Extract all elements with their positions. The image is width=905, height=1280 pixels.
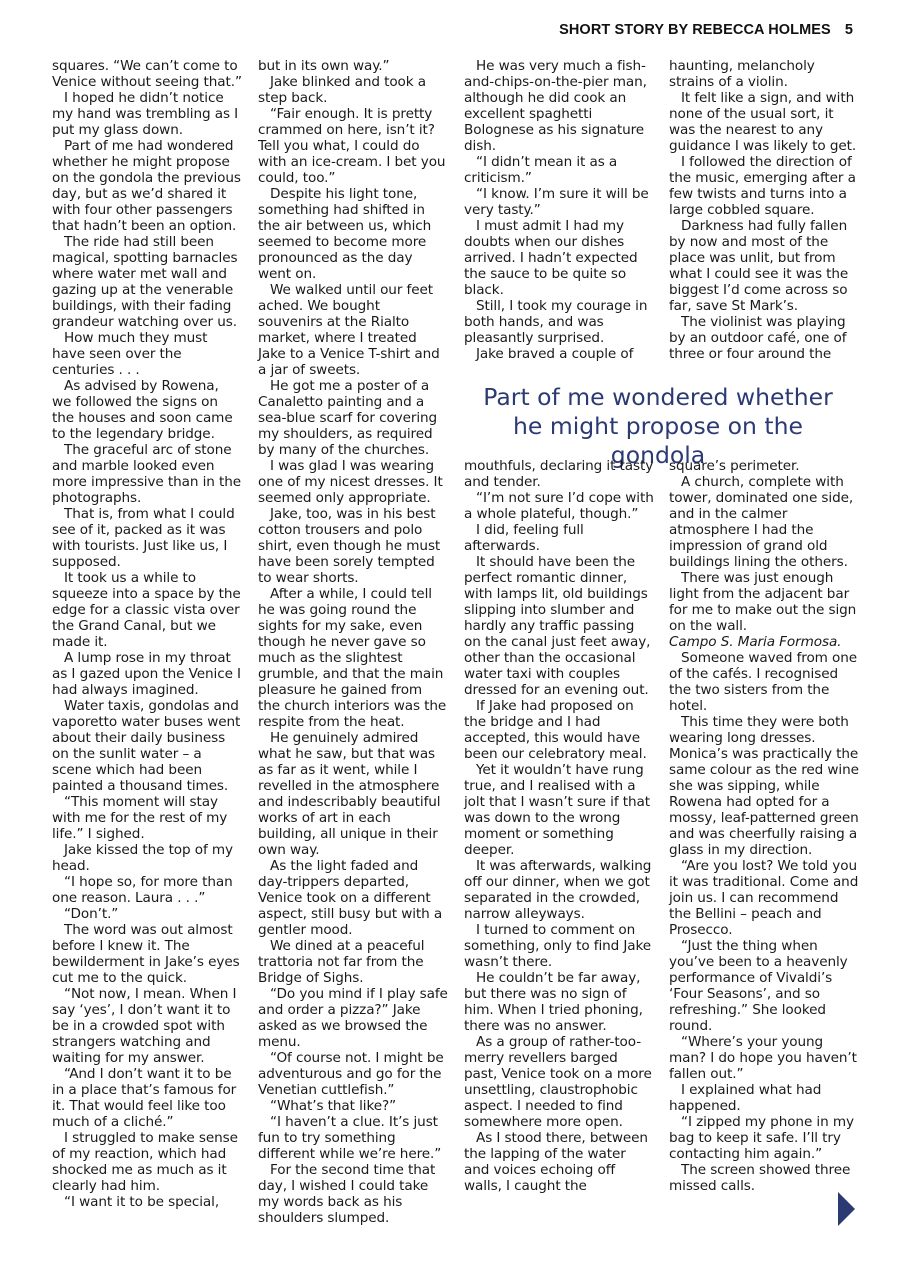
paragraph: Jake kissed the top of my head. [52, 842, 233, 874]
column-1 [52, 58, 242, 1210]
paragraph: He couldn’t be far away, but there was no sign of him. When I tried phoning, there was no answer. [464, 970, 643, 1034]
paragraph: “I’m not sure I’d cope with a whole plateful, though.” [464, 490, 654, 522]
paragraph: I struggled to make sense of my reaction, which had shocked me as much as it clearly had him. [52, 1130, 238, 1194]
paragraph: “Just the thing when you’ve been to a heavenly performance of Vivaldi’s ‘Four Seasons’, and so refreshing.” She looked round. [669, 938, 848, 1034]
paragraph: haunting, melancholy strains of a violin. [669, 58, 815, 90]
column-3-top [464, 58, 654, 362]
page-number: 5 [844, 22, 853, 38]
pull-quote: Part of me wondered whether he might propose on the gondola [483, 383, 833, 469]
paragraph: As I stood there, between the lapping of the water and voices echoing off walls, I caught the [464, 1130, 648, 1194]
paragraph: As advised by Rowena, we followed the signs on the houses and soon came to the legendary bridge. [52, 378, 233, 442]
paragraph: Jake blinked and took a step back. [258, 74, 426, 106]
paragraph: It should have been the perfect romantic dinner, with lamps lit, old buildings slipping into slumber and hardly any traffic passing on the canal just feet away, other than the occasional water taxi with couples dressed for an evening out. [464, 554, 651, 698]
paragraph: The screen showed three missed calls. [669, 1162, 851, 1194]
paragraph: As the light faded and day-trippers departed, Venice took on a different aspect, still busy but with a gentler mood. [258, 858, 443, 938]
paragraph: How much they must have seen over the centuries . . . [52, 330, 208, 378]
paragraph: “Are you lost? We told you it was traditional. Come and join us. I can recommend the Bellini – peach and Prosecco. [669, 858, 859, 938]
paragraph: I followed the direction of the music, emerging after a few twists and turns into a large cobbled square. [669, 154, 856, 218]
paragraph: If Jake had proposed on the bridge and I had accepted, this would have been our celebratory meal. [464, 698, 647, 762]
paragraph: “This moment will stay with me for the rest of my life.” I sighed. [52, 794, 228, 842]
paragraph: I turned to comment on something, only to find Jake wasn’t there. [464, 922, 652, 970]
paragraph: “Not now, I mean. When I say ‘yes’, I don’t want it to be in a crowded spot with strangers watching and waiting for my answer. [52, 986, 237, 1066]
paragraph: “I want it to be special, [64, 1194, 220, 1210]
paragraph: Water taxis, gondolas and vaporetto water buses went about their daily business on the sunlit water – a scene which had been painted a thousand times. [52, 698, 241, 794]
paragraph: Part of me had wondered whether he might propose on the gondola the previous day, but as we’d shared it with four other passengers that hadn’t been an option. [52, 138, 241, 234]
paragraph: He genuinely admired what he saw, but that was as far as it went, while I revelled in the atmosphere and indescribably beautiful works of art in each building, all unique in their own way. [258, 730, 441, 858]
paragraph: “What’s that like?” [270, 1098, 397, 1114]
paragraph: Still, I took my courage in both hands, and was pleasantly surprised. [464, 298, 648, 346]
paragraph: We walked until our feet ached. We bought souvenirs at the Rialto market, where I treated Jake to a Venice T-shirt and a jar of sweets. [258, 282, 440, 378]
paragraph: “I didn’t mean it as a criticism.” [464, 154, 618, 186]
paragraph: “I zipped my phone in my bag to keep it safe. I’ll try contacting him again.” [669, 1114, 854, 1162]
paragraph: “Fair enough. It is pretty crammed on here, isn’t it? Tell you what, I could do with an ice-cream. I bet you could, too.” [258, 106, 446, 186]
paragraph: It was afterwards, walking off our dinner, when we got separated in the crowded, narrow alleyways. [464, 858, 652, 922]
story-byline: SHORT STORY BY REBECCA HOLMES [559, 22, 831, 38]
paragraph: As a group of rather-too-merry revellers barged past, Venice took on a more unsettling, claustrophobic aspect. I needed to find somewhere more open. [464, 1034, 652, 1130]
paragraph: Someone waved from one of the cafés. I recognised the two sisters from the hotel. [669, 650, 858, 714]
paragraph: squares. “We can’t come to Venice without seeing that.” [52, 58, 242, 90]
paragraph: mouthfuls, declaring it tasty and tender. [464, 458, 654, 490]
paragraph: A church, complete with tower, dominated one side, and in the calmer atmosphere I had the impression of grand old buildings lining the others. [669, 474, 854, 570]
paragraph: This time they were both wearing long dresses. Monica’s was practically the same colour as the red wine she was sipping, while Rowena had opted for a mossy, leaf-patterned green and was cheerfully raising a glass in my direction. [669, 714, 859, 858]
paragraph: He was very much a fish-and-chips-on-the-pier man, although he did cook an excellent spaghetti Bolognese as his signature dish. [464, 58, 647, 154]
paragraph: There was just enough light from the adjacent bar for me to make out the sign on the wall. [669, 570, 857, 634]
paragraph: Yet it wouldn’t have rung true, and I realised with a jolt that I wasn’t sure if that was down to the wrong moment or something deeper. [464, 762, 650, 858]
paragraph: Jake braved a couple of [476, 346, 634, 362]
column-3-bottom [464, 458, 654, 1194]
paragraph: It felt like a sign, and with none of the usual sort, it was the nearest to any guidance I was likely to get. [669, 90, 857, 154]
column-4-top [669, 58, 859, 362]
paragraph: I must admit I had my doubts when our dishes arrived. I hadn’t expected the sauce to be quite so black. [464, 218, 638, 298]
paragraph: Darkness had fully fallen by now and most of the place was unlit, but from what I could see it was the biggest I’d come across so far, save St Mark’s. [669, 218, 849, 314]
place-name: Campo S. Maria Formosa. [669, 634, 842, 650]
paragraph: The violinist was playing by an outdoor café, one of three or four around the [669, 314, 847, 362]
paragraph: He got me a poster of a Canaletto painting and a sea-blue scarf for covering my shoulders, as required by many of the churches. [258, 378, 438, 458]
paragraph: “Do you mind if I play safe and order a pizza?” Jake asked as we browsed the menu. [258, 986, 448, 1050]
paragraph: “I know. I’m sure it will be very tasty.” [464, 186, 649, 218]
paragraph: “Don’t.” [64, 906, 119, 922]
next-page-arrow-icon[interactable] [838, 1192, 855, 1226]
paragraph: “I haven’t a clue. It’s just fun to try something different while we’re here.” [258, 1114, 442, 1162]
paragraph: The word was out almost before I knew it. The bewilderment in Jake’s eyes cut me to the quick. [52, 922, 240, 986]
paragraph: I did, feeling full afterwards. [464, 522, 584, 554]
paragraph: square’s perimeter. [669, 458, 800, 474]
column-2 [258, 58, 448, 1226]
paragraph: but in its own way.” [258, 58, 390, 74]
paragraph: “Where’s your young man? I do hope you haven’t fallen out.” [669, 1034, 857, 1082]
page-header [559, 22, 853, 38]
paragraph: “And I don’t want it to be in a place that’s famous for it. That would feel like too much of a cliché.” [52, 1066, 237, 1130]
paragraph: “I hope so, for more than one reason. Laura . . .” [52, 874, 233, 906]
paragraph: Jake, too, was in his best cotton trousers and polo shirt, even though he must have been sorely tempted to wear shorts. [258, 506, 441, 586]
paragraph: A lump rose in my throat as I gazed upon the Venice I had always imagined. [52, 650, 241, 698]
paragraph: Despite his light tone, something had shifted in the air between us, which seemed to become more pronounced as the day went on. [258, 186, 432, 282]
paragraph: After a while, I could tell he was going round the sights for my sake, even though he never gave so much as the slightest grumble, and that the main pleasure he gained from the church interiors was the respite from the heat. [258, 586, 447, 730]
paragraph: I was glad I was wearing one of my nicest dresses. It seemed only appropriate. [258, 458, 443, 506]
paragraph: “Of course not. I might be adventurous and go for the Venetian cuttlefish.” [258, 1050, 444, 1098]
paragraph: We dined at a peaceful trattoria not far from the Bridge of Sighs. [258, 938, 425, 986]
paragraph: The graceful arc of stone and marble looked even more impressive than in the photographs. [52, 442, 242, 506]
paragraph: The ride had still been magical, spotting barnacles where water met wall and gazing up at the venerable buildings, with their fading grandeur watching over us. [52, 234, 238, 330]
column-4-bottom [669, 458, 859, 1194]
paragraph: I hoped he didn’t notice my hand was trembling as I put my glass down. [52, 90, 239, 138]
paragraph: It took us a while to squeeze into a space by the edge for a classic vista over the Grand Canal, but we made it. [52, 570, 241, 650]
paragraph: I explained what had happened. [669, 1082, 822, 1114]
paragraph: That is, from what I could see of it, packed as it was with tourists. Just like us, I supposed. [52, 506, 235, 570]
paragraph: For the second time that day, I wished I could take my words back as his shoulders slumped. [258, 1162, 436, 1226]
